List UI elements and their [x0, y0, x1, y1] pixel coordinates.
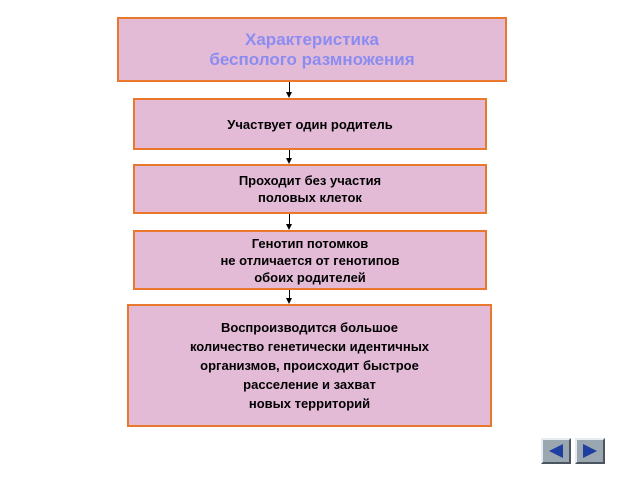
- step-box-2: Проходит без участия половых клеток: [133, 164, 487, 214]
- slide-navigation: [541, 438, 605, 464]
- diagram-title: Характеристика бесполого размножения: [117, 17, 507, 82]
- next-slide-button[interactable]: [575, 438, 605, 464]
- triangle-right-icon: [581, 443, 599, 459]
- connector-line: [289, 290, 290, 298]
- step-box-3: Генотип потомков не отличается от генотипов обоих родителей: [133, 230, 487, 290]
- step-box-1: Участвует один родитель: [133, 98, 487, 150]
- prev-slide-button[interactable]: [541, 438, 571, 464]
- connector-line: [289, 82, 290, 92]
- connector-line: [289, 150, 290, 158]
- step-box-4: Воспроизводится большое количество генетически идентичных организмов, происходит быстрое расселение и захват новых территорий: [127, 304, 492, 427]
- connector-line: [289, 214, 290, 224]
- triangle-left-icon: [547, 443, 565, 459]
